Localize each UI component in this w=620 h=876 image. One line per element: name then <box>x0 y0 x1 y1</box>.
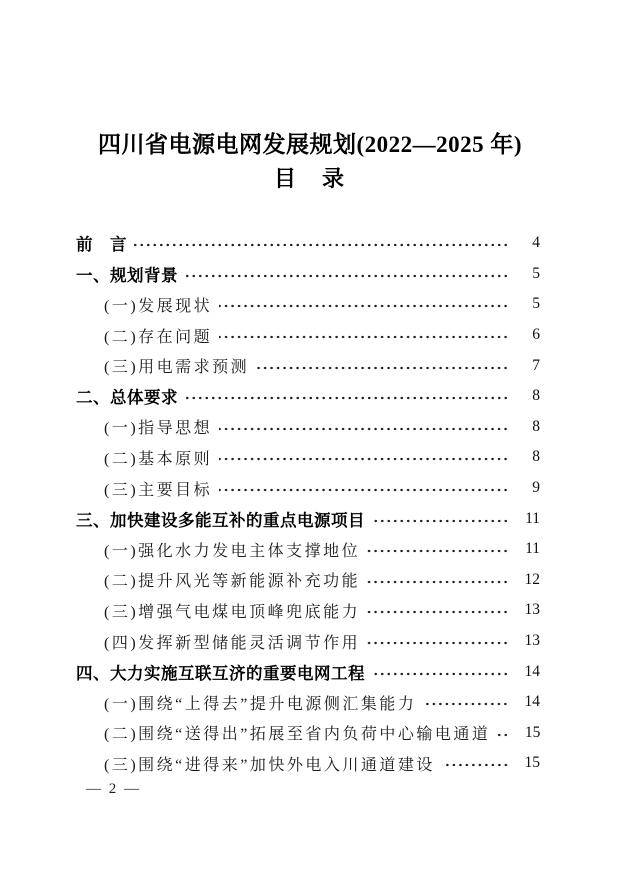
toc-entry-label: (四)发挥新型储能灵活调节作用 <box>104 634 361 652</box>
dot-leader <box>367 641 509 645</box>
toc-entry-label: (三)主要目标 <box>104 481 213 499</box>
toc-entry-page: 11 <box>525 509 540 527</box>
toc-entry <box>76 748 540 779</box>
toc-entry <box>76 626 540 657</box>
toc-entry-label: (二)基本原则 <box>104 450 213 468</box>
toc-entry <box>76 412 540 443</box>
toc-entry <box>76 320 540 351</box>
toc-entry <box>76 289 540 320</box>
toc-heading: 目 录 <box>273 166 346 191</box>
toc-entry-label: (一)强化水力发电主体支撑地位 <box>104 542 361 560</box>
toc-entry-label: 四、大力实施互联互济的重要电网工程 <box>76 664 365 683</box>
toc-entry <box>76 565 540 596</box>
toc-entry-page: 15 <box>524 723 541 741</box>
toc-entry-page: 13 <box>524 601 540 619</box>
toc-entry <box>76 473 540 504</box>
toc-entry <box>76 442 540 473</box>
toc-entry-page: 14 <box>524 693 540 711</box>
toc-entry-label: (一)指导思想 <box>104 420 213 438</box>
toc-entry-label: (二)存在问题 <box>104 328 213 346</box>
dot-leader <box>497 733 509 737</box>
footer-page-number: — 2 — <box>86 781 141 797</box>
toc-entry-label: 三、加快建设多能互补的重点电源项目 <box>76 511 365 530</box>
dot-leader <box>372 672 509 676</box>
toc-entry-page: 15 <box>524 754 540 772</box>
table-of-contents <box>76 228 540 779</box>
dot-leader <box>423 702 509 706</box>
document-title: 四川省电源电网发展规划(2022—2025 年) <box>97 132 523 157</box>
toc-entry-label: 二、总体要求 <box>76 389 178 408</box>
toc-entry <box>76 503 540 534</box>
dot-leader <box>367 610 509 614</box>
toc-entry-label: (三)增强气电煤电顶峰兜底能力 <box>104 603 361 621</box>
toc-entry-page: 5 <box>532 264 540 282</box>
dot-leader <box>442 763 509 767</box>
toc-entry <box>76 656 540 687</box>
dot-leader <box>134 243 509 247</box>
toc-entry <box>76 595 540 626</box>
toc-entry-label: 前 言 <box>76 236 127 255</box>
toc-entry <box>76 687 540 718</box>
toc-entry-page: 5 <box>532 295 540 313</box>
toc-entry-page: 14 <box>524 662 540 680</box>
dot-leader <box>185 396 509 400</box>
toc-entry-page: 12 <box>524 570 540 588</box>
dot-leader <box>219 457 509 461</box>
toc-entry-page: 11 <box>525 540 540 558</box>
toc-entry <box>76 534 540 565</box>
toc-entry-label: (一)发展现状 <box>104 297 213 315</box>
dot-leader <box>219 304 509 308</box>
dot-leader <box>367 580 509 584</box>
toc-entry <box>76 718 540 749</box>
toc-entry-page: 6 <box>532 326 540 344</box>
dot-leader <box>256 366 509 370</box>
dot-leader <box>219 335 509 339</box>
toc-entry <box>76 259 540 290</box>
dot-leader <box>367 549 509 553</box>
toc-entry <box>76 228 540 259</box>
dot-leader <box>219 488 509 492</box>
toc-entry-page: 8 <box>532 387 540 405</box>
toc-entry <box>76 381 540 412</box>
toc-entry-page: 9 <box>532 479 540 497</box>
toc-entry-page: 8 <box>532 417 540 435</box>
toc-entry-page: 7 <box>532 356 540 374</box>
toc-entry-label: (二)围绕“送得出”拓展至省内负荷中心输电通道 <box>104 726 491 744</box>
toc-entry-page: 13 <box>524 632 540 650</box>
toc-entry-label: 一、规划背景 <box>76 266 178 285</box>
dot-leader <box>185 274 509 278</box>
toc-entry-page: 8 <box>532 448 540 466</box>
toc-entry-page: 4 <box>532 234 540 252</box>
toc-entry-label: (一)围绕“上得去”提升电源侧汇集能力 <box>104 695 417 713</box>
toc-entry-label: (三)用电需求预测 <box>104 359 250 377</box>
toc-entry-label: (二)提升风光等新能源补充功能 <box>104 573 361 591</box>
toc-entry-label: (三)围绕“进得来”加快外电入川通道建设 <box>104 756 435 774</box>
toc-entry <box>76 350 540 381</box>
dot-leader <box>372 519 509 523</box>
dot-leader <box>219 427 509 431</box>
